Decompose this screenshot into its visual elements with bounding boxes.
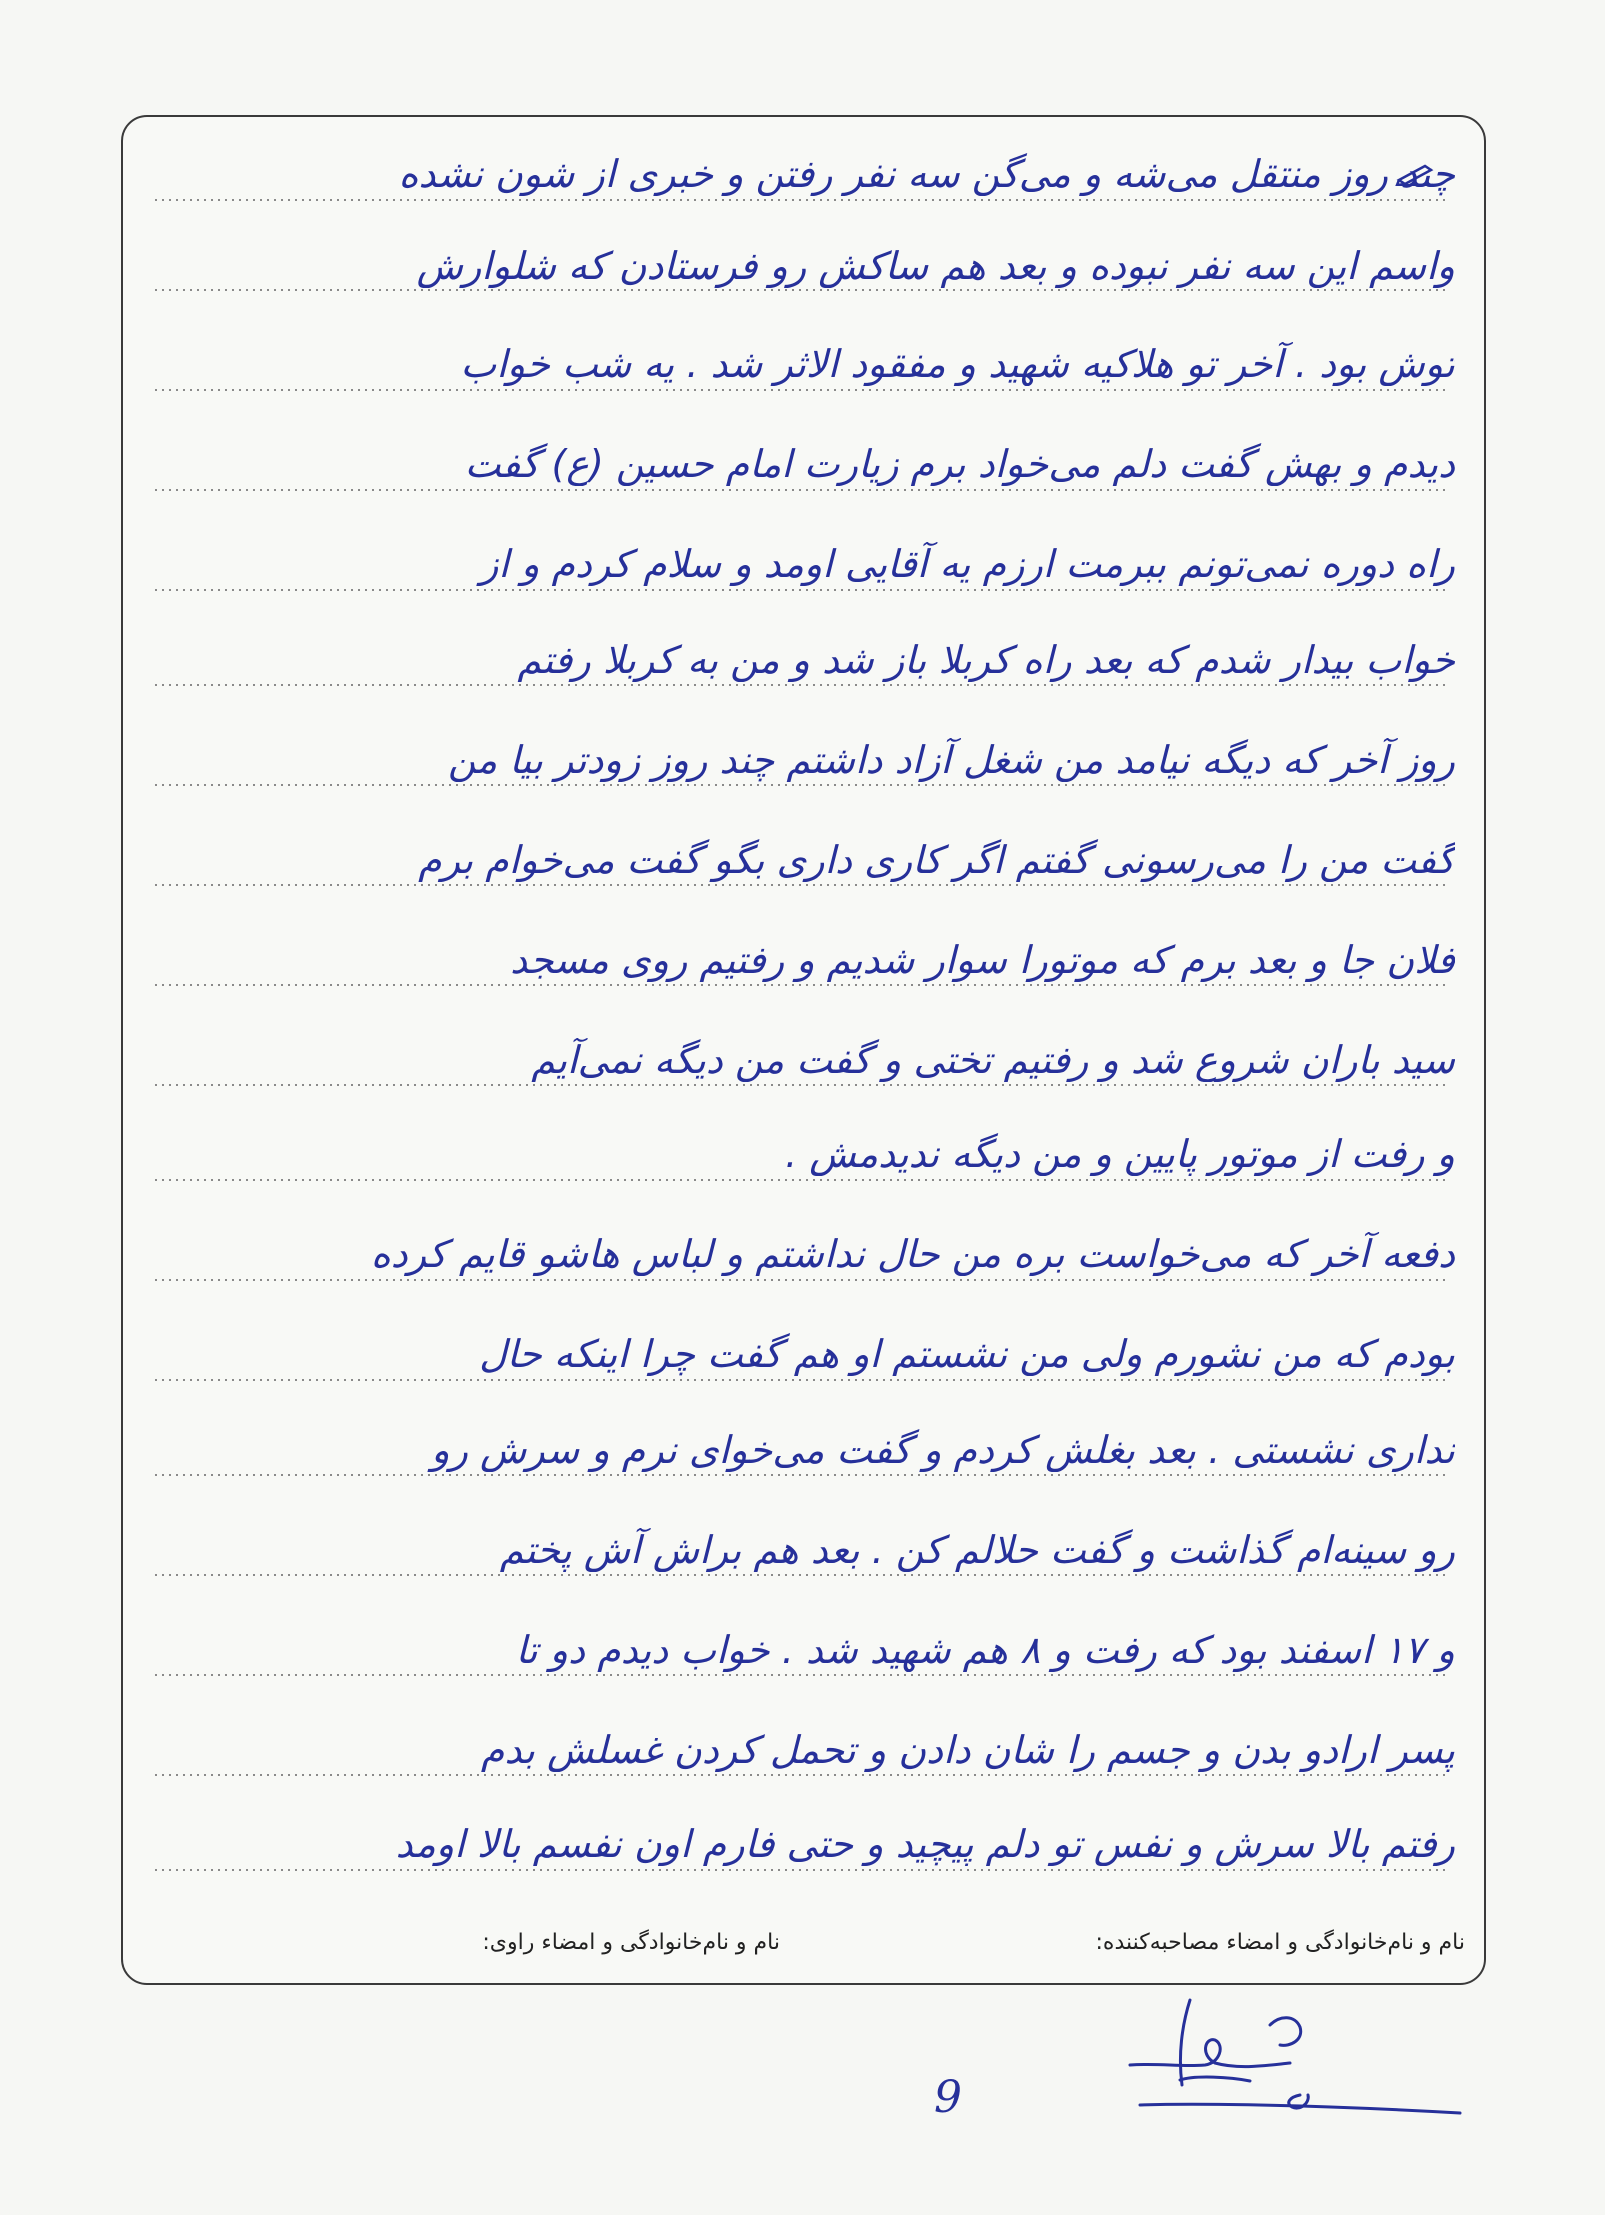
handwritten-line: توش بود . آخر تو هلاکیه شهید و مفقود الاثر شد . یه شب خواب: [460, 342, 1455, 386]
handwritten-line: روز آخر که دیگه نیامد من شغل آزاد داشتم چند روز زودتر بیا من: [447, 738, 1455, 782]
handwritten-line: واسم این سه نفر نبوده و بعد هم ساکش رو فرستادن که شلوارش: [416, 244, 1455, 288]
signature-mark: [1120, 1985, 1470, 2125]
handwritten-line: دفعه آخر که می‌خواست بره من حال نداشتم و لباس هاشو قایم کرده: [370, 1232, 1455, 1276]
handwritten-line: رفتم بالا سرش و نفس تو دلم پیچید و حتی فارم اون نفسم بالا اومد: [395, 1822, 1455, 1866]
handwritten-line: نداری نشستی . بعد بغلش کردم و گفت می‌خوای نرم و سرش رو: [431, 1428, 1455, 1472]
handwritten-line: بودم که من نشورم ولی من نشستم او هم گفت چرا اینکه حال: [479, 1332, 1455, 1376]
handwritten-line: دیدم و بهش گفت دلم می‌خواد برم زیارت امام حسین (ع) گفت: [464, 442, 1455, 486]
handwritten-line: و ۱۷ اسفند بود که رفت و ۸ هم شهید شد . خواب دیدم دو تا: [515, 1628, 1455, 1672]
handwritten-line: سید باران شروع شد و رفتیم تختی و گفت من دیگه نمی‌آیم: [531, 1038, 1455, 1082]
handwritten-line: رو سینه‌ام گذاشت و گفت حلالم کن . بعد هم براش آش پختم: [499, 1528, 1455, 1572]
handwritten-line: چند روز منتقل می‌شه و می‌گن سه نفر رفتن و خبری از شون نشده: [398, 152, 1455, 196]
narrator-signature-label: نام و نام‌خانوادگی و امضاء راوی:: [482, 1930, 780, 1955]
handwritten-line: فلان جا و بعد برم که موتورا سوار شدیم و رفتیم روی مسجد: [510, 938, 1455, 982]
handwritten-line: گفت من را می‌رسونی گفتم اگر کاری داری بگو گفت می‌خوام برم: [418, 838, 1455, 882]
handwritten-line: پسر ارادو بدن و جسم را شان دادن و تحمل کردن غسلش بدم: [480, 1728, 1455, 1772]
handwritten-line: و رفت از موتور پایین و من دیگه ندیدمش .: [785, 1132, 1455, 1176]
interviewer-signature-label: نام و نام‌خانوادگی و امضاء مصاحبه‌کننده:: [1095, 1930, 1465, 1955]
handwritten-line: خواب بیدار شدم که بعد راه کربلا باز شد و من به کربلا رفتم: [517, 638, 1455, 682]
page-number: 9: [934, 2072, 962, 2123]
handwritten-line: راه دوره نمی‌تونم ببرمت ارزم یه آقایی اومد و سلام کردم و از: [480, 542, 1455, 586]
